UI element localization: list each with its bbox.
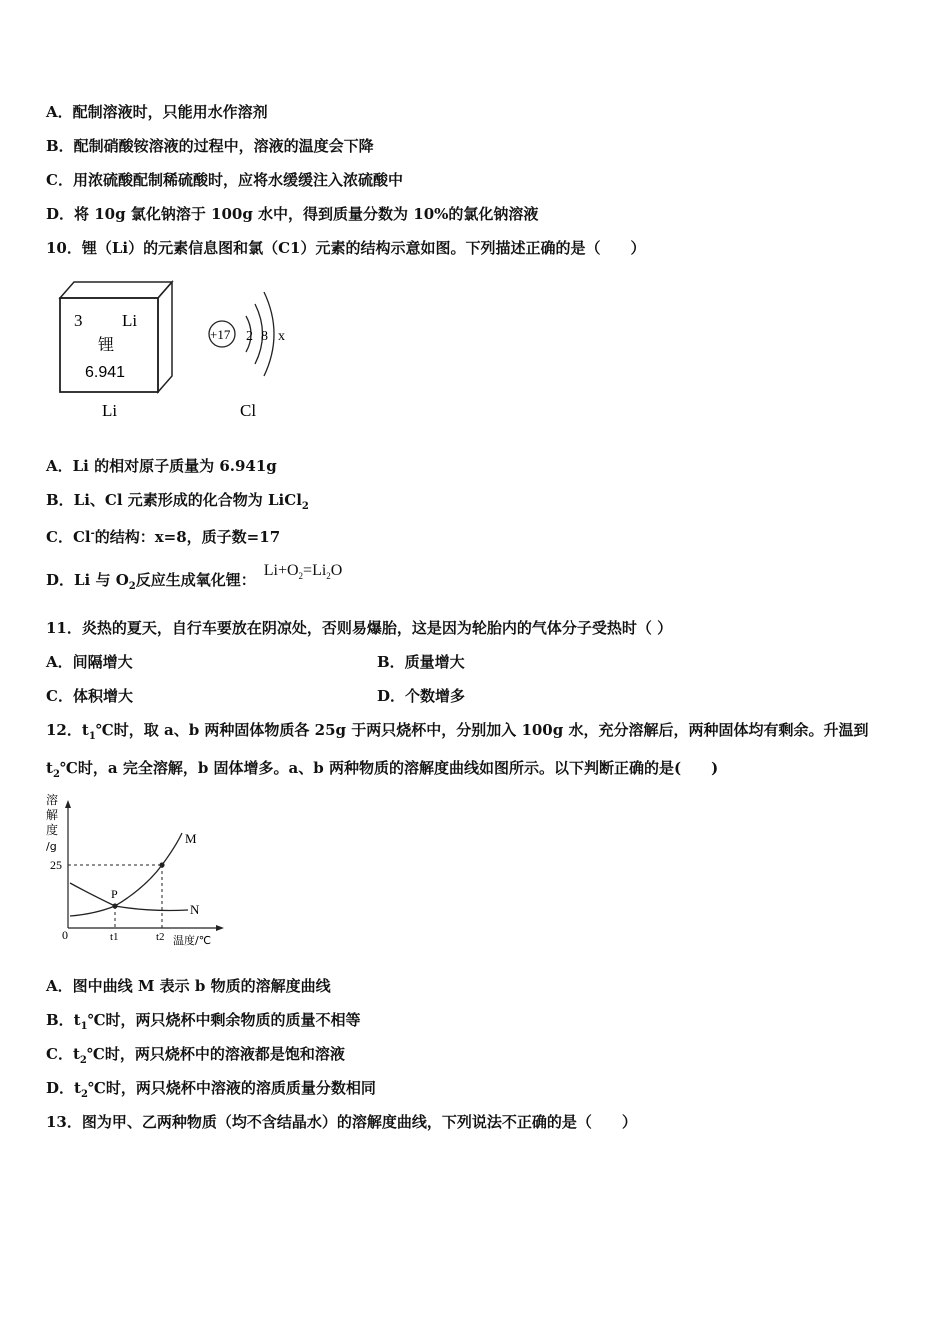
x-axis-arrow bbox=[216, 925, 224, 931]
y-tick-25: 25 bbox=[50, 858, 62, 872]
q11-stem: 11．炎热的夏天，自行车要放在阴凉处，否则易爆胎，这是因为轮胎内的气体分子受热时（ ） bbox=[46, 619, 673, 637]
chart-ylabel-2: 解 bbox=[46, 808, 59, 822]
q12-option-b: B．$t_1℃$时，两只烧杯中剩余物质的质量不相等 bbox=[46, 1011, 361, 1032]
q10-option-c: C．Cl-的结构：x=8，质子数=17 bbox=[46, 528, 281, 546]
q9-option-c: C．用浓硫酸配制稀硫酸时，应将水缓缓注入浓硫酸中 bbox=[46, 171, 403, 189]
point-p-label: P bbox=[111, 887, 118, 901]
q10-option-a: A．Li 的相对原子质量为 6.941g bbox=[46, 457, 277, 475]
series-label-n: N bbox=[190, 902, 200, 917]
point-p-marker bbox=[112, 903, 117, 908]
origin-label: 0 bbox=[62, 928, 68, 942]
q11-option-c: C．体积增大 bbox=[46, 687, 133, 705]
chart-ylabel-4: /g bbox=[46, 840, 57, 853]
q13-stem: 13．图为甲、乙两种物质（均不含结晶水）的溶解度曲线，下列说法不正确的是（ ） bbox=[46, 1113, 637, 1131]
li-element-card bbox=[60, 282, 172, 420]
cl-shell-2-electrons: 8 bbox=[261, 329, 268, 344]
cl-caption: Cl bbox=[240, 401, 257, 420]
chart-xlabel: 温度/℃ bbox=[173, 934, 212, 947]
q11-option-a: A．间隔增大 bbox=[46, 653, 133, 671]
chart-ylabel-1: 溶 bbox=[46, 793, 59, 807]
q10-option-b: B．Li、Cl 元素形成的化合物为 LiCl$_2$ bbox=[46, 491, 309, 512]
q12-stem-line2: $t_2℃$时，a 完全溶解，b 固体增多。a、b 两种物质的溶解度曲线如图所示。以下判断正确的是( ) bbox=[46, 759, 719, 780]
q12-stem-line1: 12．$t_1℃$时，取 a、b 两种固体物质各 25g 于两只烧杯中，分别加入 100g 水，充分溶解后，两种固体均有剩余。升温到 bbox=[46, 721, 869, 742]
q10-figure bbox=[50, 276, 310, 426]
cl-shell-3-electrons: x bbox=[278, 329, 285, 344]
li-atomic-mass: 6.941 bbox=[85, 364, 126, 381]
q12-option-a: A．图中曲线 M 表示 b 物质的溶解度曲线 bbox=[46, 977, 331, 995]
li-caption: Li bbox=[102, 401, 118, 420]
y-axis-arrow bbox=[65, 800, 71, 808]
q9-option-d: D．将 10g 氯化钠溶于 100g 水中，得到质量分数为 10%的氯化钠溶液 bbox=[46, 205, 539, 223]
cl-shell-1-electrons: 2 bbox=[246, 329, 253, 344]
point-t2-marker bbox=[159, 862, 164, 867]
cl-nucleus-charge: +17 bbox=[210, 327, 231, 342]
q11-option-b: B．质量增大 bbox=[377, 653, 465, 671]
q11-option-d: D．个数增多 bbox=[377, 687, 466, 705]
q12-option-d: D．$t_2℃$时，两只烧杯中溶液的溶质质量分数相同 bbox=[46, 1079, 376, 1100]
li-symbol: Li bbox=[122, 311, 138, 330]
q10-equation: $Li+O_2=Li_2O$ bbox=[263, 562, 343, 582]
cl-atom-structure bbox=[209, 292, 285, 420]
q9-option-a: A．配制溶液时，只能用水作溶剂 bbox=[46, 103, 268, 121]
curve-m bbox=[70, 833, 182, 916]
q9-option-b: B．配制硝酸铵溶液的过程中，溶液的温度会下降 bbox=[46, 137, 374, 155]
li-atomic-number: 3 bbox=[74, 311, 83, 330]
q10-stem: 10．锂（Li）的元素信息图和氯（C1）元素的结构示意如图。下列描述正确的是（ ） bbox=[46, 239, 646, 257]
li-chinese-name: 锂 bbox=[98, 335, 115, 354]
q12-option-c: C．$t_2℃$时，两只烧杯中的溶液都是饱和溶液 bbox=[46, 1045, 345, 1066]
series-label-m: M bbox=[185, 831, 197, 846]
x-tick-t1: t1 bbox=[110, 931, 119, 943]
chart-ylabel-3: 度 bbox=[46, 823, 59, 837]
solubility-chart bbox=[40, 788, 240, 953]
x-tick-t2: t2 bbox=[156, 931, 165, 943]
q10-option-d: D．Li 与 $O_2$反应生成氧化锂：$Li+O_2=Li_2O$ bbox=[46, 562, 343, 592]
